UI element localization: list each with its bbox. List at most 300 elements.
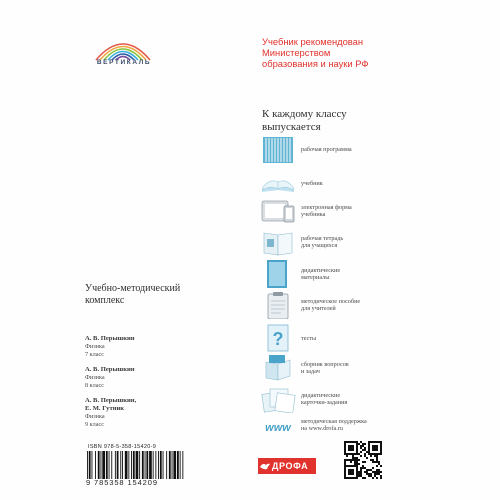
qr-module [380,449,382,451]
component-label [301,392,401,407]
qr-module [356,469,358,471]
qr-module [366,457,368,459]
component-label-line: учебник [301,180,323,187]
barcode-bar [133,451,135,479]
barcode-bar [109,451,110,479]
qr-module [354,457,356,459]
qr-module [378,441,380,443]
qr-module [378,469,380,471]
qr-module [366,451,368,453]
component-label [301,267,401,282]
qr-module [378,463,380,465]
book-entry [85,366,235,389]
qr-module [356,471,358,473]
qr-module [370,441,372,443]
qr-module [356,475,358,477]
barcode-bar [89,451,91,479]
qr-module [350,453,352,455]
qr-module [360,455,362,457]
component-label-line: карточки-задания [301,399,348,407]
qr-module [372,445,374,447]
qr-module [354,463,356,465]
qr-module [356,477,358,479]
qr-module [356,463,358,465]
barcode-bar [158,451,159,479]
qr-module [344,463,346,465]
qr-module [378,473,380,475]
barcode-bar [131,451,132,479]
qr-module [362,445,364,447]
barcode-bar [125,451,128,479]
book-author: А. В. Перышкин, [85,397,137,404]
qr-module [354,461,356,463]
qr-module [360,447,362,449]
barcode-bar [101,451,102,479]
component-label-line: тесты [301,335,317,342]
qr-module [350,477,352,479]
qr-module [380,445,382,447]
component-item [260,229,460,259]
component-label [301,335,401,342]
qr-module [374,455,376,457]
barcode-bar [136,451,139,479]
qr-module [352,477,354,479]
qr-module [348,471,350,473]
qr-module [354,453,356,455]
complex-title [85,283,235,307]
qr-module [374,461,376,463]
qr-module [364,461,366,463]
qr-module [356,445,358,447]
qr-module [366,469,368,471]
qr-module [358,453,360,455]
qr-module [364,477,366,479]
qr-module [350,473,352,475]
qr-module [346,459,348,461]
issued-heading-line: выпускается [262,121,321,133]
qr-module [344,477,346,479]
qr-module [376,457,378,459]
qr-module [368,475,370,477]
component-label-line: и задач [301,368,320,376]
qr-module [352,473,354,475]
barcode-bar [169,451,171,479]
complex-title-line: комплекс [85,295,125,306]
qr-module [344,473,346,475]
qr-module [372,449,374,451]
qr-module [362,461,364,463]
qr-module [350,465,352,467]
qr-module [346,441,348,443]
qr-module [364,449,366,451]
component-label-line: методическое пособие [301,298,361,305]
qr-module [364,455,366,457]
component-item [260,260,460,290]
barcode-bar [163,451,164,479]
qr-module [344,441,346,443]
qr-module [376,455,378,457]
qr-module [344,465,346,467]
qr-module [372,461,374,463]
qr-module [352,445,354,447]
open-book-icon [260,168,296,196]
qr-module [350,441,352,443]
qr-module [376,445,378,447]
brand-name: ВЕРТИКАЛЬ [96,59,152,66]
barcode-bar [120,451,121,479]
qr-module [368,473,370,475]
qr-module [378,461,380,463]
qr-module [372,467,374,469]
qr-module [344,449,346,451]
qr-module [366,471,368,473]
qr-module [376,449,378,451]
barcode-bar [146,451,148,479]
book-subject: Физика [85,374,105,381]
qr-module [348,469,350,471]
qr-module [356,461,358,463]
barcode-bar [128,451,129,479]
qr-module [362,443,364,445]
qr-module [346,455,348,457]
didactic-sheet-icon [260,260,296,288]
qr-module [350,447,352,449]
barcode-bar [153,451,154,479]
cards-icon [260,385,296,413]
qr-module [346,453,348,455]
qr-module [356,465,358,467]
recommendation-line: образования и науки РФ [262,58,369,69]
svg-text:www: www [265,422,291,434]
qr-module [352,465,354,467]
barcode-bar [95,451,96,479]
qr-module [350,449,352,451]
barcode-bar [173,451,176,479]
book-stack-icon [260,354,296,382]
qr-module [360,445,362,447]
question-mark-icon [260,324,296,352]
barcode-bar [182,451,183,479]
qr-module [380,477,382,479]
qr-module [376,441,378,443]
qr-module [380,441,382,443]
barcode-bar [139,451,140,479]
qr-module [352,469,354,471]
qr-module [358,471,360,473]
qr-module [344,447,346,449]
qr-module [378,471,380,473]
qr-module [350,469,352,471]
qr-module [368,469,370,471]
qr-module [366,473,368,475]
publisher-name: ДРОФА [272,461,309,471]
qr-module [344,469,346,471]
qr-module [364,471,366,473]
qr-module [376,471,378,473]
book-author: А. В. Перышкин [85,366,135,373]
qr-module [358,473,360,475]
qr-module [356,457,358,459]
component-item [260,136,460,166]
www-icon [260,412,296,440]
qr-module [374,441,376,443]
book-entry [85,397,235,428]
qr-module [356,467,358,469]
barcode-bar [145,451,146,479]
component-label [301,146,401,153]
qr-module [372,447,374,449]
clipboard-icon [260,291,296,319]
qr-module [350,445,352,447]
qr-module [372,471,374,473]
qr-module [354,441,356,443]
barcode-bar [117,451,119,479]
qr-module [348,465,350,467]
component-label [301,418,401,433]
complex-title-line: Учебно-методический [85,283,181,294]
qr-module [374,475,376,477]
qr-module [362,449,364,451]
component-item [260,198,460,228]
component-item [260,385,460,415]
qr-module [380,453,382,455]
qr-module [368,451,370,453]
component-label-line: для учащихся [301,242,338,250]
book-grade: 8 класс [85,381,104,389]
qr-module [370,475,372,477]
qr-module [372,453,374,455]
qr-module [352,447,354,449]
qr-module [354,465,356,467]
qr-module [356,473,358,475]
barcode-bar [142,451,144,479]
qr-module [374,453,376,455]
qr-module [360,473,362,475]
component-item [260,412,460,442]
qr-module [356,449,358,451]
barcode-bar [180,451,181,479]
qr-module [348,477,350,479]
barcode-bar [92,451,93,479]
component-label-line: на www.drofa.ru [301,425,343,433]
qr-module [356,443,358,445]
component-label-line: материалы [301,274,330,282]
isbn-label: ISBN 978-5-358-15420-9 [88,444,157,450]
barcode-bar [177,451,179,479]
qr-module [346,465,348,467]
qr-module [364,453,366,455]
barcode-bar [155,451,156,479]
workbook-icon [260,229,296,257]
qr-module [362,477,364,479]
component-label [301,180,401,187]
qr-module [370,455,372,457]
barcode-bar [115,451,116,479]
drofa-bird-icon [258,458,272,474]
qr-module [360,441,362,443]
qr-module [368,445,370,447]
qr-module [376,453,378,455]
qr-module [380,465,382,467]
qr-module [356,451,358,453]
qr-module [344,453,346,455]
barcode-bar [102,451,105,479]
qr-module [348,453,350,455]
book-author: А. В. Перышкин [85,335,135,342]
barcode-bar [160,451,162,479]
qr-module [364,467,366,469]
qr-module [358,459,360,461]
component-label [301,298,401,313]
qr-module [348,441,350,443]
qr-module [356,447,358,449]
qr-module [370,453,372,455]
qr-module [370,459,372,461]
qr-module [362,465,364,467]
qr-module [376,447,378,449]
qr-module [350,471,352,473]
qr-module [352,471,354,473]
qr-module [344,443,346,445]
book-grade: 9 класс [85,420,104,428]
qr-module [380,443,382,445]
barcode-bar [122,451,123,479]
qr-module [344,451,346,453]
barcode-bar [111,451,112,479]
qr-module [380,475,382,477]
qr-module [360,471,362,473]
book-subject: Физика [85,343,105,350]
component-item [260,291,460,321]
qr-module [352,441,354,443]
qr-module [376,473,378,475]
recommendation-note [262,36,422,69]
qr-module [380,447,382,449]
qr-module [368,449,370,451]
issued-heading-line: К каждому классу [262,108,347,120]
qr-module [352,453,354,455]
barcode-icon [86,451,188,479]
component-label-line: рабочая тетрадь [301,235,344,242]
qr-module [352,455,354,457]
qr-module [368,443,370,445]
qr-module [374,471,376,473]
qr-module [344,445,346,447]
qr-module [344,475,346,477]
qr-module [376,459,378,461]
recommendation-line: Министерством [262,47,331,58]
barcode-number: 9 785358 154209 [86,478,158,487]
qr-module [358,463,360,465]
qr-module [346,477,348,479]
component-label-line: рабочая программа [301,146,352,153]
book-subject: Физика [85,413,105,420]
component-item [260,168,460,198]
qr-module [364,443,366,445]
qr-module [380,451,382,453]
qr-module [356,441,358,443]
component-label-line: учебника [301,211,326,219]
qr-module [374,445,376,447]
barcode-bar [87,451,88,479]
qr-module [374,449,376,451]
qr-module [372,459,374,461]
qr-module [370,469,372,471]
qr-module [376,465,378,467]
qr-module [352,449,354,451]
barcode-bar [98,451,100,479]
qr-module [360,451,362,453]
component-label [301,235,401,250]
component-label-line: сборник вопросов [301,361,349,368]
qr-module [356,459,358,461]
recommendation-line: Учебник рекомендован [262,36,364,47]
qr-module [376,477,378,479]
qr-module [376,469,378,471]
component-label [301,361,401,376]
qr-module [376,461,378,463]
component-label-line: дидактические [301,267,341,274]
publisher-logo [258,458,316,474]
qr-module [356,453,358,455]
book-entry [85,335,235,358]
qr-module [354,459,356,461]
qr-module [372,477,374,479]
barcode-bar [166,451,167,479]
qr-module [364,447,366,449]
qr-module [370,473,372,475]
book-author: Е. М. Гутник [85,405,125,412]
qr-module [350,459,352,461]
barcode-bar [106,451,108,479]
qr-module [344,459,346,461]
barcode-bar [172,451,173,479]
component-label-line: для учителей [301,305,336,313]
qr-module [344,467,346,469]
qr-module [360,467,362,469]
qr-module [380,471,382,473]
qr-module [360,475,362,477]
qr-code-icon [344,441,382,479]
qr-module [374,447,376,449]
qr-module [348,445,350,447]
component-label-line: дидактические [301,392,341,399]
qr-module [344,471,346,473]
qr-module [358,475,360,477]
qr-module [354,477,356,479]
qr-module [378,453,380,455]
qr-module [348,447,350,449]
component-item [260,324,460,354]
qr-module [344,461,346,463]
svg-text:?: ? [272,329,284,349]
barcode-bar [149,451,152,479]
component-label-line: электронная форма [301,204,352,211]
qr-module [374,473,376,475]
qr-module [360,469,362,471]
binder-program-icon [260,136,296,164]
qr-module [372,441,374,443]
issued-heading [262,108,422,134]
qr-module [368,453,370,455]
component-item [260,354,460,384]
qr-module [362,467,364,469]
qr-module [352,459,354,461]
qr-module [348,449,350,451]
qr-module [358,443,360,445]
component-label [301,204,401,219]
qr-module [350,461,352,463]
